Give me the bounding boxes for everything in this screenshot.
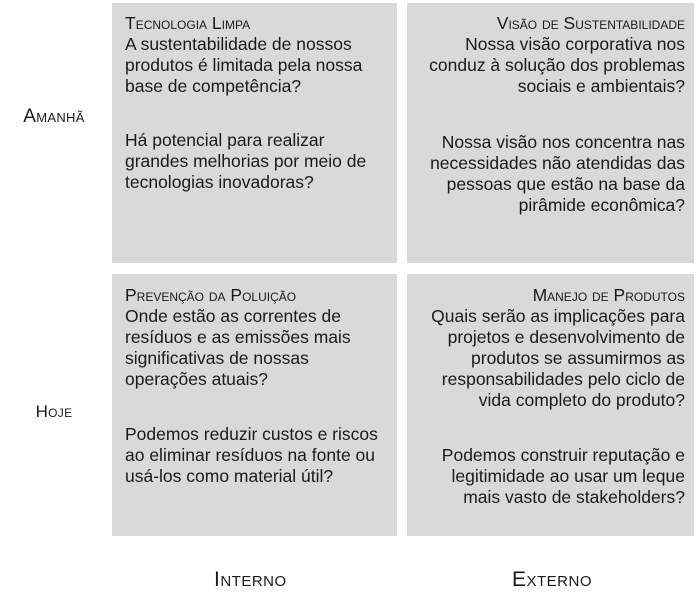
quadrant-product-stewardship <box>407 274 694 536</box>
quadrant-title: Visão de Sustentabilidade <box>496 13 685 33</box>
quadrant-title: Manejo de Produtos <box>532 285 685 305</box>
quadrant-question: Há potencial para realizar grandes melhorias por meio de tecnologias inovadoras? <box>125 130 367 192</box>
quadrant-question: A sustentabilidade de nossos produtos é limitada pela nossa base de competência? <box>125 34 363 96</box>
column-label-internal: Interno <box>214 568 287 591</box>
row-label-today: Hoje <box>35 402 73 421</box>
quadrant-sustainability-vision <box>407 3 694 263</box>
quadrant-title: Tecnologia Limpa <box>125 13 251 33</box>
row-label-tomorrow: Amanhã <box>23 106 85 127</box>
column-label-external: Externo <box>512 568 593 591</box>
quadrant-pollution-prevention <box>112 274 397 536</box>
quadrant-question: Podemos construir reputação e legitimidade ao usar um leque mais vasto de stakeholders? <box>441 445 685 507</box>
quadrant-question: Quais serão as implicações para projetos e desenvolvimento de produtos se assumirmos as responsabilidades pelo ciclo de vida completo do produto? <box>431 306 685 410</box>
quadrant-question: Onde estão as correntes de resíduos e as emissões mais significativas de nossas operações atuais? <box>125 306 351 389</box>
quadrant-question: Podemos reduzir custos e riscos ao eliminar resíduos na fonte ou usá-los como material útil? <box>125 424 378 486</box>
quadrant-question: Nossa visão nos concentra nas necessidades não atendidas das pessoas que estão na base da pirâmide econômica? <box>430 132 685 215</box>
quadrant-title: Prevenção da Poluição <box>125 285 297 305</box>
quadrant-question: Nossa visão corporativa nos conduz à solução dos problemas sociais e ambientais? <box>429 34 685 96</box>
quadrant-clean-technology <box>112 3 397 263</box>
